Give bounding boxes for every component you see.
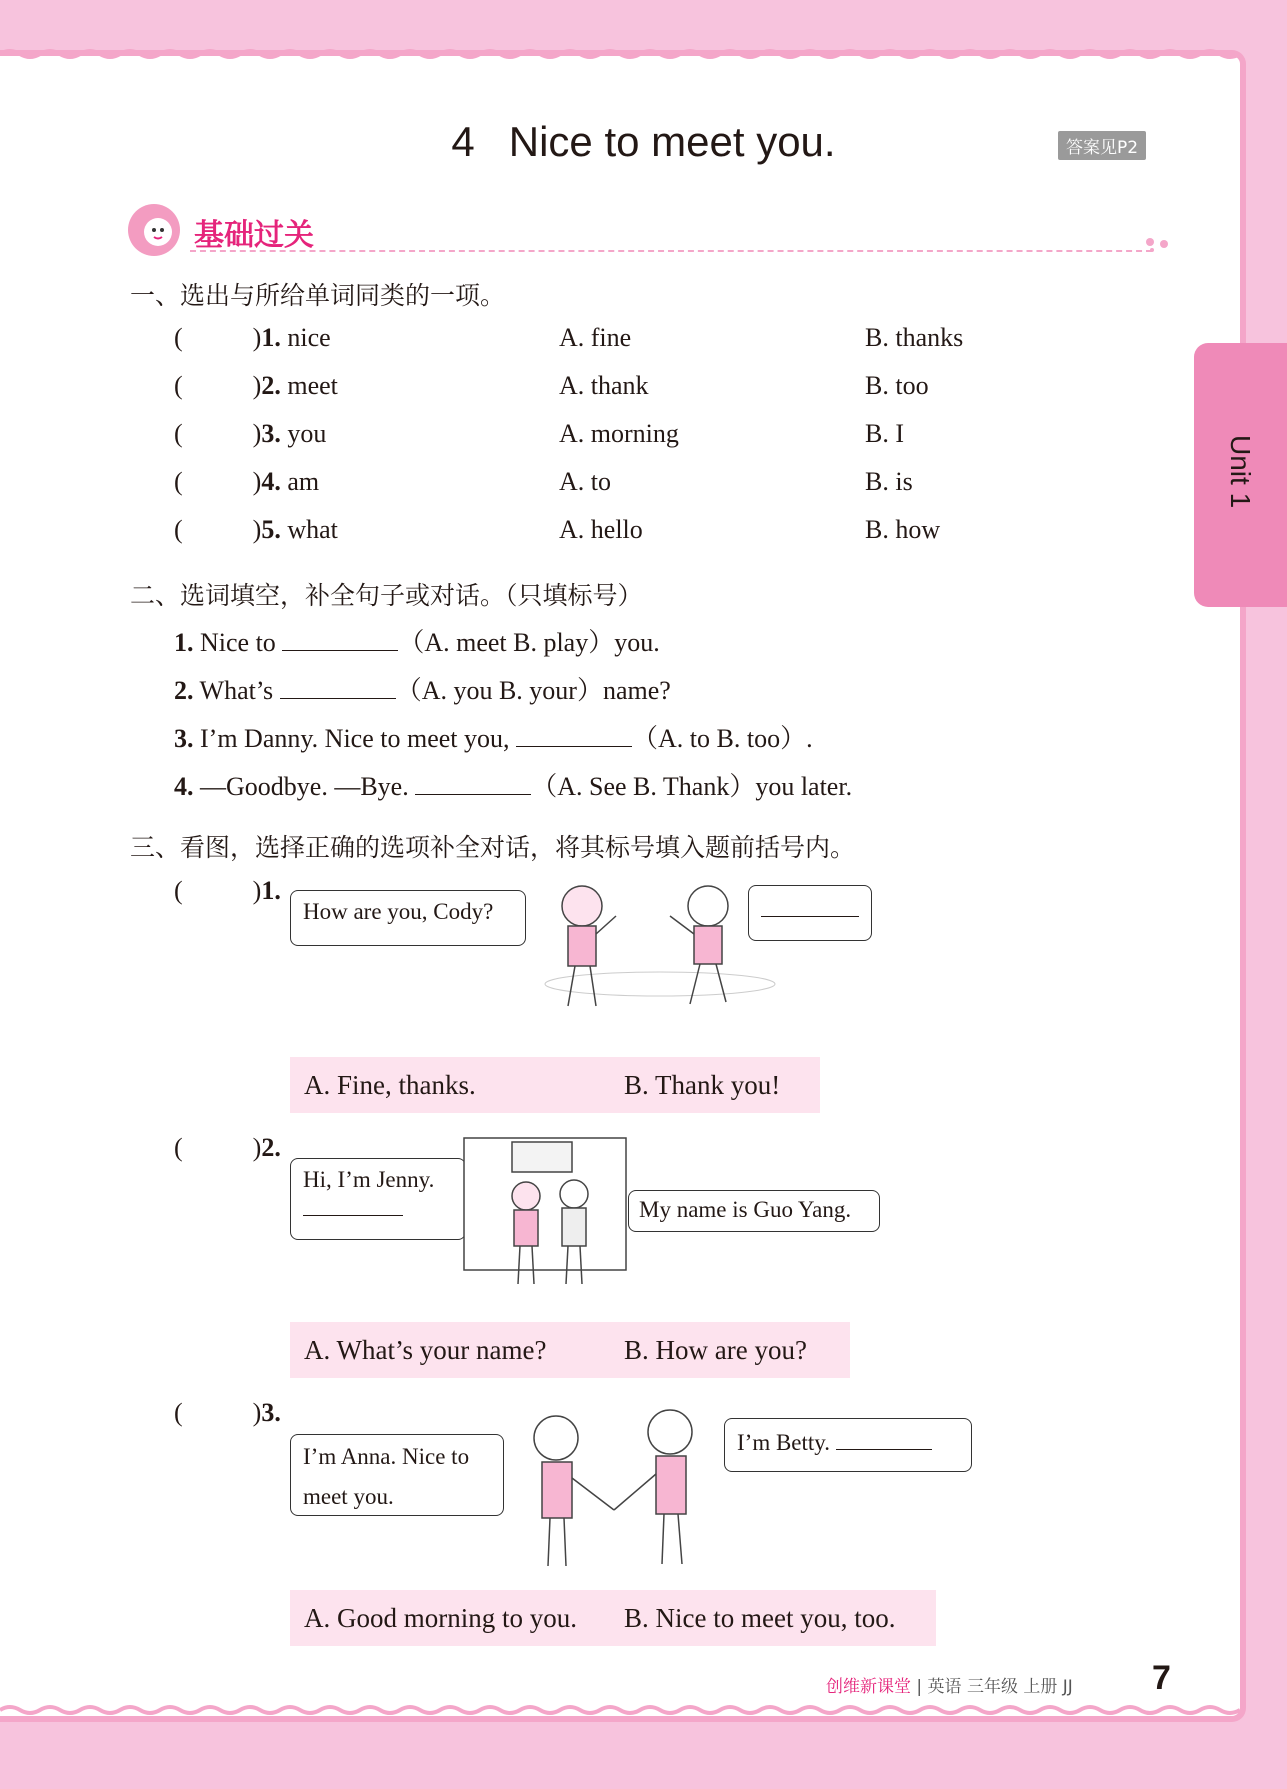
page-number: 7 — [1152, 1659, 1171, 1697]
part1-item-3: ( )3. you — [174, 419, 327, 448]
answer-blank[interactable] — [280, 676, 396, 699]
answer-blank[interactable] — [415, 772, 531, 795]
section-label: 基础过关 — [194, 218, 314, 253]
speech-bubble-right: My name is Guo Yang. — [628, 1190, 880, 1232]
part2-item-2: 2. What’s （A. you B. your）name? — [174, 676, 671, 705]
option-a[interactable]: A. Good morning to you. — [304, 1603, 577, 1633]
part1-item-4-option-a: A. to — [559, 467, 611, 496]
part2-item-3: 3. I’m Danny. Nice to meet you, （A. to B. too）. — [174, 724, 813, 753]
answer-blank[interactable] — [282, 628, 398, 651]
part1-item-5-option-b: B. how — [865, 515, 941, 544]
part2-item-4: 4. —Goodbye. —Bye. （A. See B. Thank）you later. — [174, 772, 853, 801]
speech-bubble-left: I’m Anna. Nice to meet you. — [290, 1434, 504, 1516]
answer-blank[interactable] — [516, 724, 632, 747]
part3-heading: 三、看图，选择正确的选项补全对话，将其标号填入题前括号内。 — [130, 833, 856, 862]
speech-bubble-left: Hi, I’m Jenny. — [290, 1158, 466, 1240]
part1-heading: 一、选出与所给单词同类的一项。 — [130, 281, 506, 310]
part3-item-1-options — [290, 1057, 820, 1113]
part1-item-4: ( )4. am — [174, 467, 320, 496]
kids-handshake-illustration — [462, 1134, 630, 1302]
wavy-border-bottom — [0, 1704, 1240, 1716]
speech-bubble-left: How are you, Cody? — [290, 890, 526, 946]
part1-item-3-option-b: B. I — [865, 419, 904, 448]
part1-item-2-option-a: A. thank — [559, 371, 649, 400]
part2-item-1: 1. Nice to （A. meet B. play）you. — [174, 628, 660, 657]
girls-handshake-illustration — [510, 1398, 720, 1572]
option-a[interactable]: A. Fine, thanks. — [304, 1070, 476, 1100]
part1-item-2: ( )2. meet — [174, 371, 338, 400]
answer-blank[interactable] — [836, 1427, 932, 1450]
part1-item-4-option-b: B. is — [865, 467, 913, 496]
speech-bubble-right: I’m Betty. — [724, 1418, 972, 1472]
unit-side-tab: Unit 1 — [1194, 343, 1287, 607]
answer-reference-badge: 答案见P2 — [1058, 131, 1146, 160]
part1-item-5-option-a: A. hello — [559, 515, 643, 544]
part3-item-1-number: ( )1. — [174, 876, 281, 905]
part1-item-1-option-a: A. fine — [559, 323, 632, 352]
girl-face-icon — [128, 204, 180, 256]
page-footer: 创维新课堂 | 英语 三年级 上册 JJ — [826, 1677, 1073, 1697]
page-title: 4 Nice to meet you. — [451, 118, 836, 165]
dots-decoration — [1146, 236, 1170, 252]
part1-item-1: ( )1. nice — [174, 323, 331, 352]
part3-item-2-options — [290, 1322, 850, 1378]
answer-blank[interactable] — [303, 1193, 403, 1216]
part1-item-2-option-b: B. too — [865, 371, 929, 400]
option-a[interactable]: A. What’s your name? — [304, 1335, 547, 1365]
wavy-border-top — [0, 48, 1240, 60]
part2-heading: 二、选词填空，补全句子或对话。（只填标号） — [130, 581, 643, 610]
part3-item-3-options — [290, 1590, 936, 1646]
part3-item-2-number: ( )2. — [174, 1133, 281, 1162]
option-b[interactable]: B. How are you? — [624, 1335, 807, 1365]
part3-item-3-number: ( )3. — [174, 1398, 281, 1427]
part1-item-5: ( )5. what — [174, 515, 338, 544]
option-b[interactable]: B. Nice to meet you, too. — [624, 1603, 896, 1633]
part1-item-1-option-b: B. thanks — [865, 323, 964, 352]
dotted-divider — [190, 250, 1152, 252]
part1-item-3-option-a: A. morning — [559, 419, 679, 448]
option-b[interactable]: B. Thank you! — [624, 1070, 781, 1100]
kids-waving-illustration — [530, 876, 780, 1034]
